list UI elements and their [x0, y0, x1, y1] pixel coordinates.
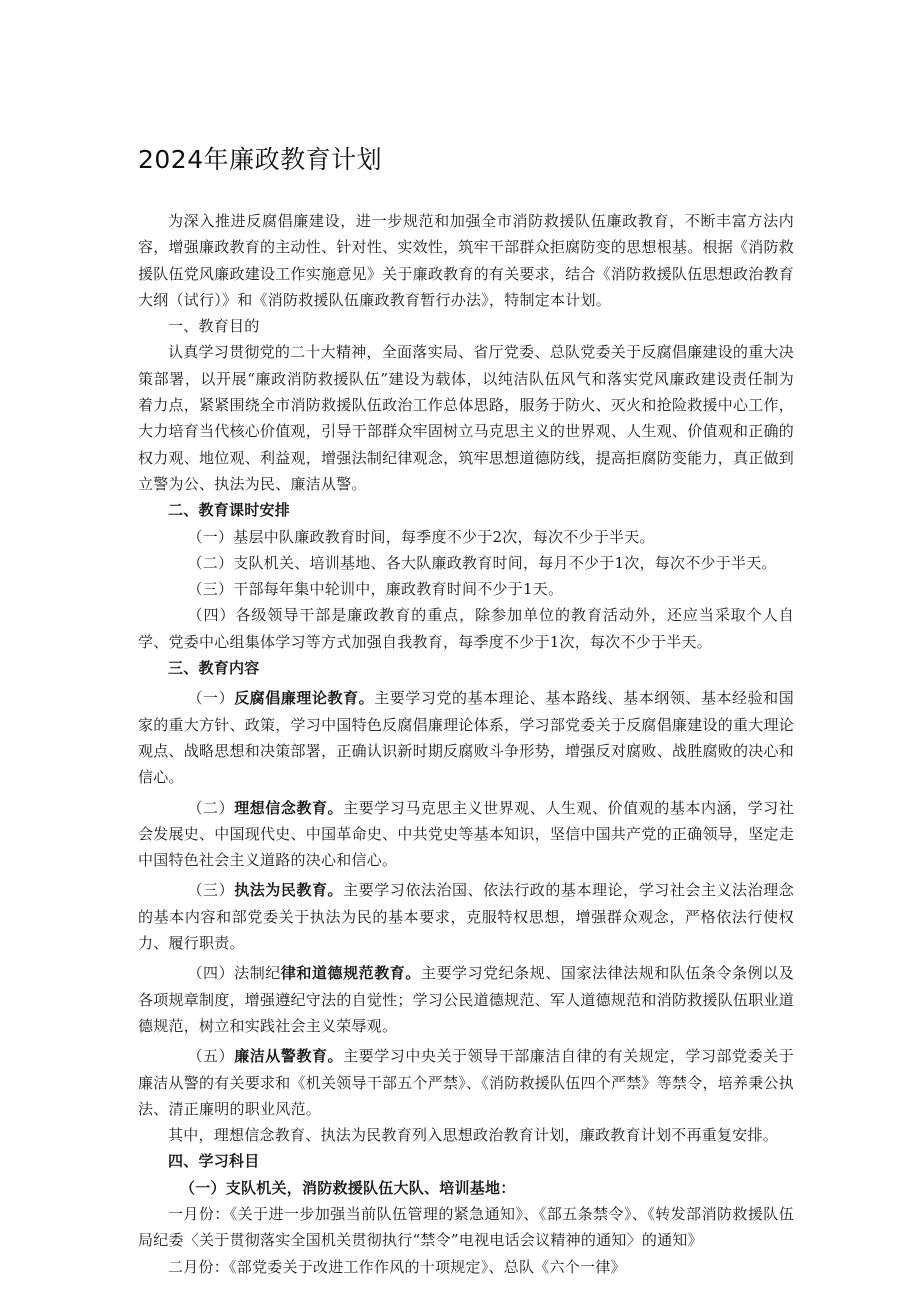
document-page [138, 140, 794, 1280]
schedule-item: （一）基层中队廉政教育时间，每季度不少于2次，每次不少于半天。 [187, 527, 655, 546]
content-item-prefix: （三） [187, 881, 235, 900]
content-item-title: 理想信念教育。 [234, 798, 344, 817]
section-3-heading: 三、教育内容 [168, 659, 260, 678]
content-item-title: 廉洁从警教育。 [234, 1047, 344, 1066]
section-4-sub-heading: （一）支队机关，消防救援队伍大队、培训基地： [180, 1178, 516, 1197]
section-1-heading: 一、教育目的 [168, 317, 260, 336]
content-item-text: 主要学习中央关于领导干部廉洁自律的有关规定，学习部党委关于廉洁从警的有关要求和《机关领导干部五个严禁》、《消防救援队伍四个严禁》等禁令，培养秉公执法、清正廉明的职业风范。 [138, 1047, 795, 1118]
content-item-prefix: （一） [187, 689, 235, 708]
schedule-item: （二）支队机关、培训基地、各大队廉政教育时间，每月不少于1次，每次不少于半天。 [187, 553, 777, 572]
schedule-item: （四）各级领导干部是廉政教育的重点，除参加单位的教育活动外，还应当采取个人自学、党委中心组集体学习等方式加强自我教育，每季度不少于1次，每次不少于半天。 [138, 606, 794, 651]
content-item-text: 主要学习依法治国、依法行政的基本理论，学习社会主义法治理念的基本内容和部党委关于执法为民的基本要求，克服特权思想，增强群众观念，严格依法行使权力、履行职责。 [138, 881, 794, 953]
content-item-text: 主要学习党的基本理论、基本路线、基本纲领、基本经验和国家的重大方针、政策，学习中国特色反腐倡廉理论体系，学习部党委关于反腐倡廉建设的重大理论观点、战略思想和决策部署，正确认识新时期反腐败斗争形势，增强反对腐败、战胜腐败的决心和信心。 [138, 689, 794, 787]
section-4-heading: 四、学习科目 [168, 1152, 260, 1171]
content-item-prefix: （四）法制纪 [187, 964, 281, 983]
content-item [138, 877, 794, 956]
section-1-body: 认真学习贯彻党的二十大精神，全面落实局、省厅党委、总队党委关于反腐倡廉建设的重大决策部署，以开展“廉政消防救援队伍”建设为载体，以纯洁队伍风气和落实党风廉政建设责任制为着力点，紧紧围绕全市消防救援队伍政治工作总体思路，服务于防火、灭火和抢险救援中心工作，大力培育当代核心价值观，引导干部群众牢固树立马克思主义的世界观、人生观、价值观和正确的权力观、地位观、利益观，增强法制纪律观念，筑牢思想道德防线，提高拒腐防变能力，真正做到立警为公、执法为民、廉洁从警。 [138, 343, 794, 493]
month-schedule: 一月份：《关于进一步加强当前队伍管理的紧急通知》、《部五条禁令》、《转发部消防救援队伍局纪委〈关于贯彻落实全国机关贯彻执行“禁令”电视电话会议精神的通知〉的通知》 [138, 1204, 794, 1250]
section-2-heading: 二、教育课时安排 [168, 501, 291, 520]
content-item [138, 795, 794, 874]
content-item-title: 反腐倡廉理论教育。 [234, 689, 375, 708]
content-item [138, 685, 794, 790]
schedule-item: （三）干部每年集中轮训中，廉政教育时间不少于1天。 [187, 580, 564, 599]
content-item-prefix: （五） [187, 1047, 235, 1066]
intro-paragraph: 为深入推进反腐倡廉建设，进一步规范和加强全市消防救援队伍廉政教育，不断丰富方法内容，增强廉政教育的主动性、针对性、实效性，筑牢干部群众拒腐防变的思想根基。根据《消防救援队伍党风廉政建设工作实施意见》关于廉政教育的有关要求，结合《消防救援队伍思想政治教育大纲（试行）》和《消防救援队伍廉政教育暂行办法》，特制定本计划。 [138, 212, 794, 309]
content-item-title: 执法为民教育。 [234, 881, 344, 900]
section-3-note: 其中，理想信念教育、执法为民教育列入思想政治教育计划，廉政教育计划不再重复安排。 [168, 1126, 779, 1145]
content-item-prefix: （二） [187, 798, 235, 817]
content-item [138, 1043, 794, 1122]
content-item-title: 律和道德规范教育。 [280, 964, 421, 983]
document-title: 2024年廉政教育计划 [138, 145, 383, 174]
content-item-text: 主要学习马克思主义世界观、人生观、价值观的基本内涵，学习社会发展史、中国现代史、中国革命史、中共党史等基本知识，坚信中国共产党的正确领导，坚定走中国特色社会主义道路的决心和信心。 [138, 798, 794, 870]
content-item [138, 960, 794, 1039]
content-item-text: 主要学习党纪条规、国家法律法规和队伍条令条例以及各项规章制度，增强遵纪守法的自觉性；学习公民道德规范、军人道德规范和消防救援队伍职业道德规范，树立和实践社会主义荣辱观。 [138, 964, 794, 1035]
month-schedule: 二月份：《部党委关于改进工作作风的十项规定》、总队《六个一律》 [168, 1257, 626, 1276]
